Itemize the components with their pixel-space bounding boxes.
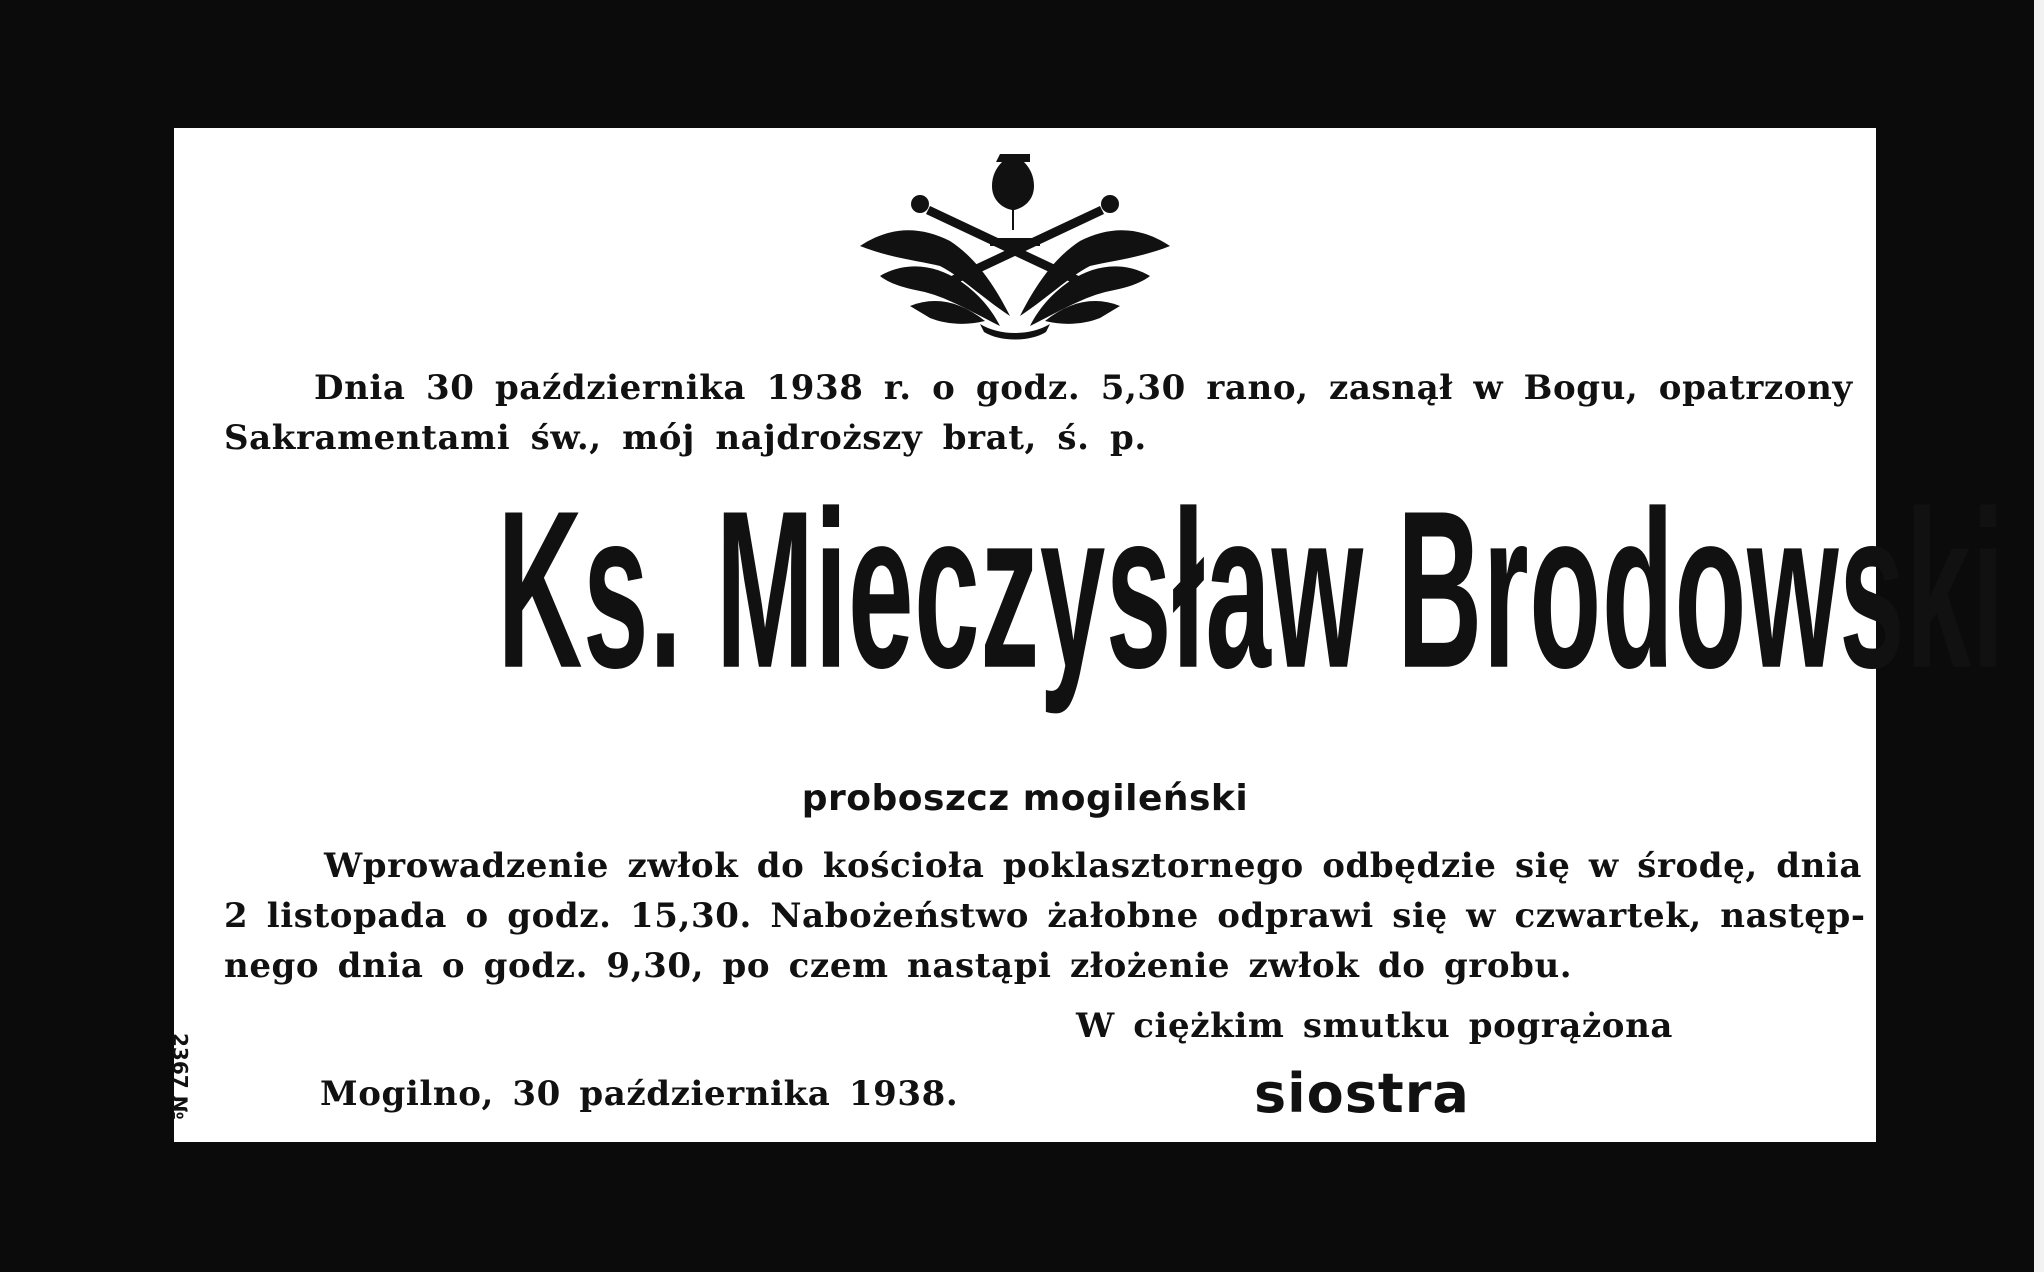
funeral-line-1: Wprowadzenie zwłok do kościoła poklasztornego odbędzie się w środę, dnia bbox=[324, 846, 1863, 886]
deceased-title: proboszcz mogileński bbox=[801, 778, 1249, 819]
deceased-name: Ks. Mieczysław Brodowski bbox=[497, 465, 2005, 716]
mourning-phrase: W ciężkim smutku pogrążona bbox=[1076, 1006, 1674, 1046]
print-reference-mark: 2367 № bbox=[168, 1033, 192, 1120]
funeral-line-3: nego dnia o godz. 9,30, po czem nastąpi złożenie zwłok do grobu. bbox=[224, 946, 1573, 986]
obituary-notice bbox=[168, 128, 2005, 1142]
page-edge-strip bbox=[2034, 0, 2044, 1272]
place-and-date: Mogilno, 30 października 1938. bbox=[320, 1074, 959, 1114]
funeral-line-2: 2 listopada o godz. 15,30. Nabożeństwo żałobne odprawi się w czwartek, następ- bbox=[224, 896, 1866, 936]
intro-line-2: Sakramentami św., mój najdroższy brat, ś. p. bbox=[224, 418, 1147, 458]
signature: siostra bbox=[1254, 1062, 1470, 1125]
chalice-cross-emblem-icon bbox=[850, 146, 1180, 346]
intro-line-1: Dnia 30 października 1938 r. o godz. 5,30 rano, zasnął w Bogu, opatrzony bbox=[314, 368, 1853, 408]
